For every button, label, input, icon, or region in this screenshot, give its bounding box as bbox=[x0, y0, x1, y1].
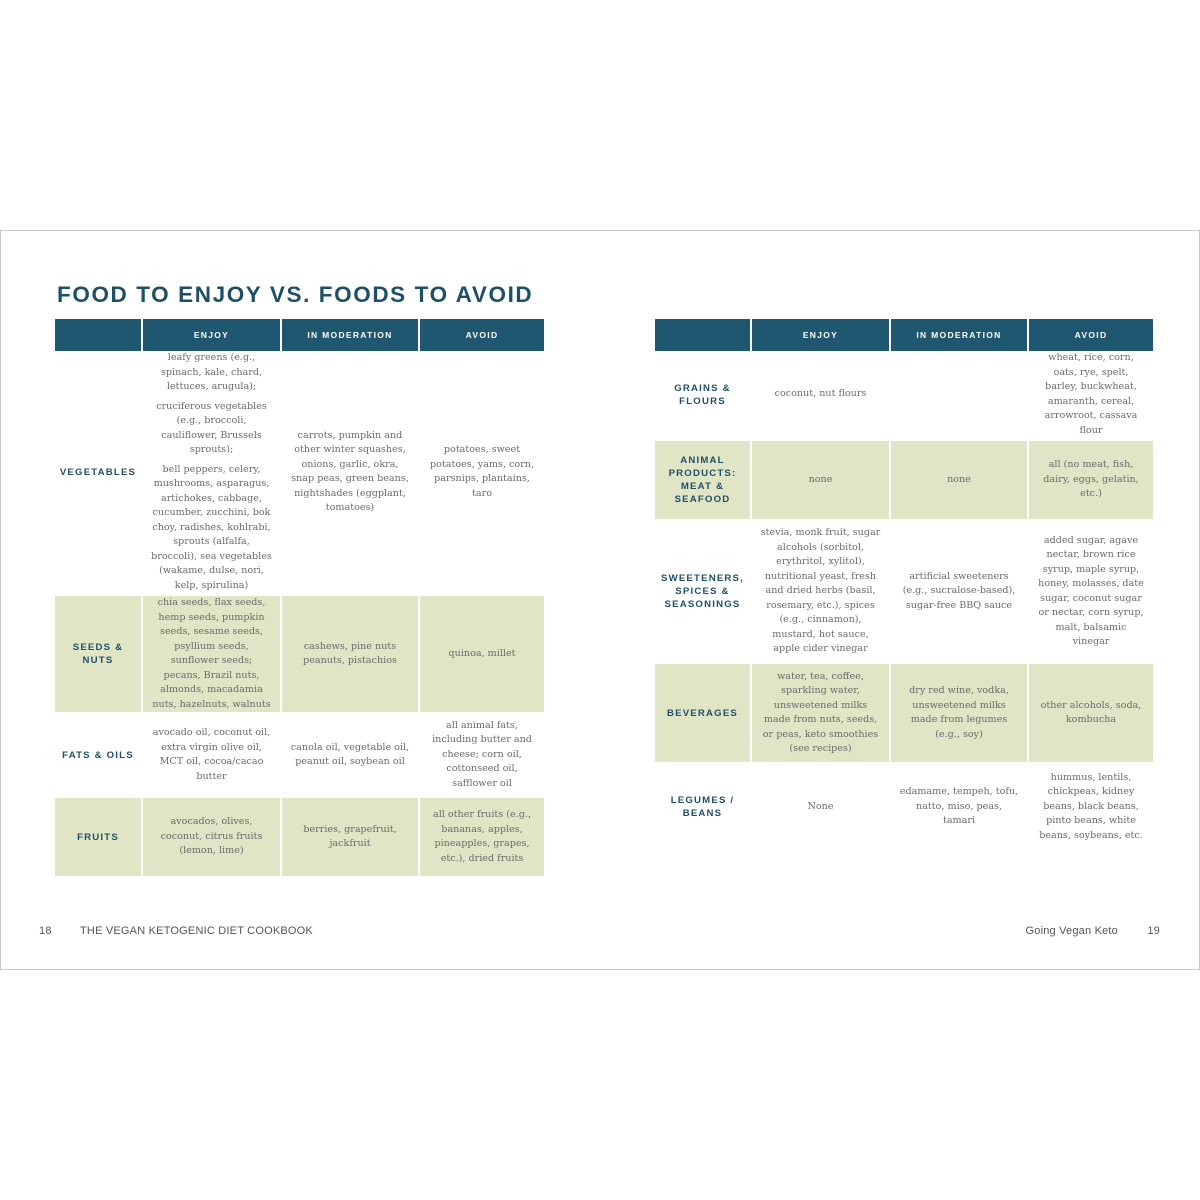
enjoy-text: cruciferous vegetables (e.g., broccoli, cauliflower, Brussels sprouts); bbox=[156, 400, 267, 455]
category-cell: FATS & OILS bbox=[55, 715, 142, 795]
page-title: FOOD TO ENJOY VS. FOODS TO AVOID bbox=[57, 282, 534, 307]
table-row-seeds-nuts bbox=[55, 596, 544, 712]
enjoy-cell: coconut, nut flours bbox=[751, 351, 890, 438]
header-moderation: IN MODERATION bbox=[890, 319, 1028, 351]
enjoy-text: leafy greens (e.g., spinach, kale, chard, lettuces, arugula); bbox=[160, 352, 263, 392]
left-page-number: 18 bbox=[39, 925, 52, 937]
enjoy-cell: chia seeds, flax seeds, hemp seeds, pumpkin seeds, sesame seeds, psyllium seeds, sunflower seeds; pecans, Brazil nuts, almonds, macadamia nuts, hazelnuts, walnuts bbox=[142, 596, 281, 712]
category-cell: GRAINS & FLOURS bbox=[655, 351, 751, 438]
category-cell: SEEDS & NUTS bbox=[55, 596, 142, 712]
table-row-fruits bbox=[55, 798, 544, 876]
food-table-left bbox=[55, 319, 544, 876]
moderation-cell: edamame, tempeh, tofu, natto, miso, peas, tamari bbox=[890, 765, 1028, 849]
right-running-title: Going Vegan Keto bbox=[1025, 925, 1118, 937]
left-running-title: THE VEGAN KETOGENIC DIET COOKBOOK bbox=[80, 925, 313, 937]
enjoy-cell: stevia, monk fruit, sugar alcohols (sorbitol, erythritol, xylitol), nutritional yeast, fresh and dried herbs (basil, rosemary, etc.), spices (e.g., cinnamon), mustard, hot sauce, apple cider vinegar bbox=[751, 522, 890, 661]
table-header-row bbox=[55, 319, 544, 351]
table-row-sweeteners bbox=[655, 522, 1153, 661]
enjoy-text: bell peppers, celery, mushrooms, asparagus, artichokes, cabbage, cucumber, zucchini, bok choy, radishes, kohlrabi, sprouts (alfalfa, broccoli), sea vegetables (wakame, dulse, nori, kelp, spirulina) bbox=[151, 463, 272, 591]
moderation-cell: artificial sweeteners (e.g., sucralose-based), sugar-free BBQ sauce bbox=[890, 522, 1028, 661]
food-table-right bbox=[655, 319, 1153, 849]
header-enjoy: ENJOY bbox=[751, 319, 890, 351]
header-moderation: IN MODERATION bbox=[281, 319, 419, 351]
enjoy-cell: none bbox=[751, 441, 890, 519]
category-cell: SWEETENERS, SPICES & SEASONINGS bbox=[655, 522, 751, 661]
category-cell: LEGUMES / BEANS bbox=[655, 765, 751, 849]
avoid-cell: hummus, lentils, chickpeas, kidney beans, black beans, pinto beans, white beans, soybeans, etc. bbox=[1039, 771, 1143, 841]
enjoy-cell: avocado oil, coconut oil, extra virgin olive oil, MCT oil, cocoa/cacao butter bbox=[142, 715, 281, 795]
moderation-cell: dry red wine, vodka, unsweetened milks made from legumes (e.g., soy) bbox=[890, 664, 1028, 762]
header-avoid: AVOID bbox=[1028, 319, 1153, 351]
avoid-cell: added sugar, agave nectar, brown rice syrup, maple syrup, honey, molasses, date sugar, coconut sugar or nectar, corn syrup, malt, balsamic vinegar bbox=[1038, 534, 1144, 647]
moderation-cell: berries, grapefruit, jackfruit bbox=[281, 798, 419, 876]
category-cell: ANIMAL PRODUCTS: MEAT & SEAFOOD bbox=[655, 441, 751, 519]
table-row-fats-oils bbox=[55, 715, 544, 795]
moderation-cell: canola oil, vegetable oil, peanut oil, soybean oil bbox=[281, 715, 419, 795]
table-row-vegetables bbox=[55, 351, 544, 593]
avoid-cell: potatoes, sweet potatoes, yams, corn, parsnips, plantains, taro bbox=[429, 444, 535, 499]
enjoy-cell: water, tea, coffee, sparkling water, unsweetened milks made from nuts, seeds, or peas, keto smoothies (see recipes) bbox=[751, 664, 890, 762]
header-enjoy: ENJOY bbox=[142, 319, 281, 351]
moderation-cell: cashews, pine nuts peanuts, pistachios bbox=[281, 596, 419, 712]
avoid-cell: all animal fats, including butter and cheese; corn oil, cottonseed oil, safflower oil bbox=[432, 719, 532, 789]
avoid-cell: all (no meat, fish, dairy, eggs, gelatin, etc.) bbox=[1028, 441, 1153, 519]
enjoy-cell: avocados, olives, coconut, citrus fruits (lemon, lime) bbox=[142, 798, 281, 876]
right-page-number: 19 bbox=[1147, 925, 1160, 937]
table-row-legumes bbox=[655, 765, 1153, 849]
enjoy-cell: None bbox=[751, 765, 890, 849]
table-header-row bbox=[655, 319, 1153, 351]
moderation-cell: none bbox=[890, 441, 1028, 519]
table-row-grains-flours bbox=[655, 351, 1153, 438]
moderation-cell bbox=[890, 351, 1028, 438]
category-cell: FRUITS bbox=[55, 798, 142, 876]
avoid-cell: quinoa, millet bbox=[419, 596, 544, 712]
header-avoid: AVOID bbox=[419, 319, 544, 351]
table-row-animal-products bbox=[655, 441, 1153, 519]
enjoy-cell bbox=[142, 351, 281, 593]
avoid-cell: wheat, rice, corn, oats, rye, spelt, barley, buckwheat, amaranth, cereal, arrowroot, cassava flour bbox=[1044, 352, 1138, 436]
header-category bbox=[655, 319, 751, 351]
avoid-cell: other alcohols, soda, kombucha bbox=[1028, 664, 1153, 762]
moderation-cell: carrots, pumpkin and other winter squashes, onions, garlic, okra, snap peas, green beans, nightshades (eggplant, tomatoes) bbox=[281, 351, 419, 593]
category-cell: VEGETABLES bbox=[55, 351, 142, 593]
category-cell: BEVERAGES bbox=[655, 664, 751, 762]
header-category bbox=[55, 319, 142, 351]
avoid-cell: all other fruits (e.g., bananas, apples, pineapples, grapes, etc.), dried fruits bbox=[419, 798, 544, 876]
table-row-beverages bbox=[655, 664, 1153, 762]
